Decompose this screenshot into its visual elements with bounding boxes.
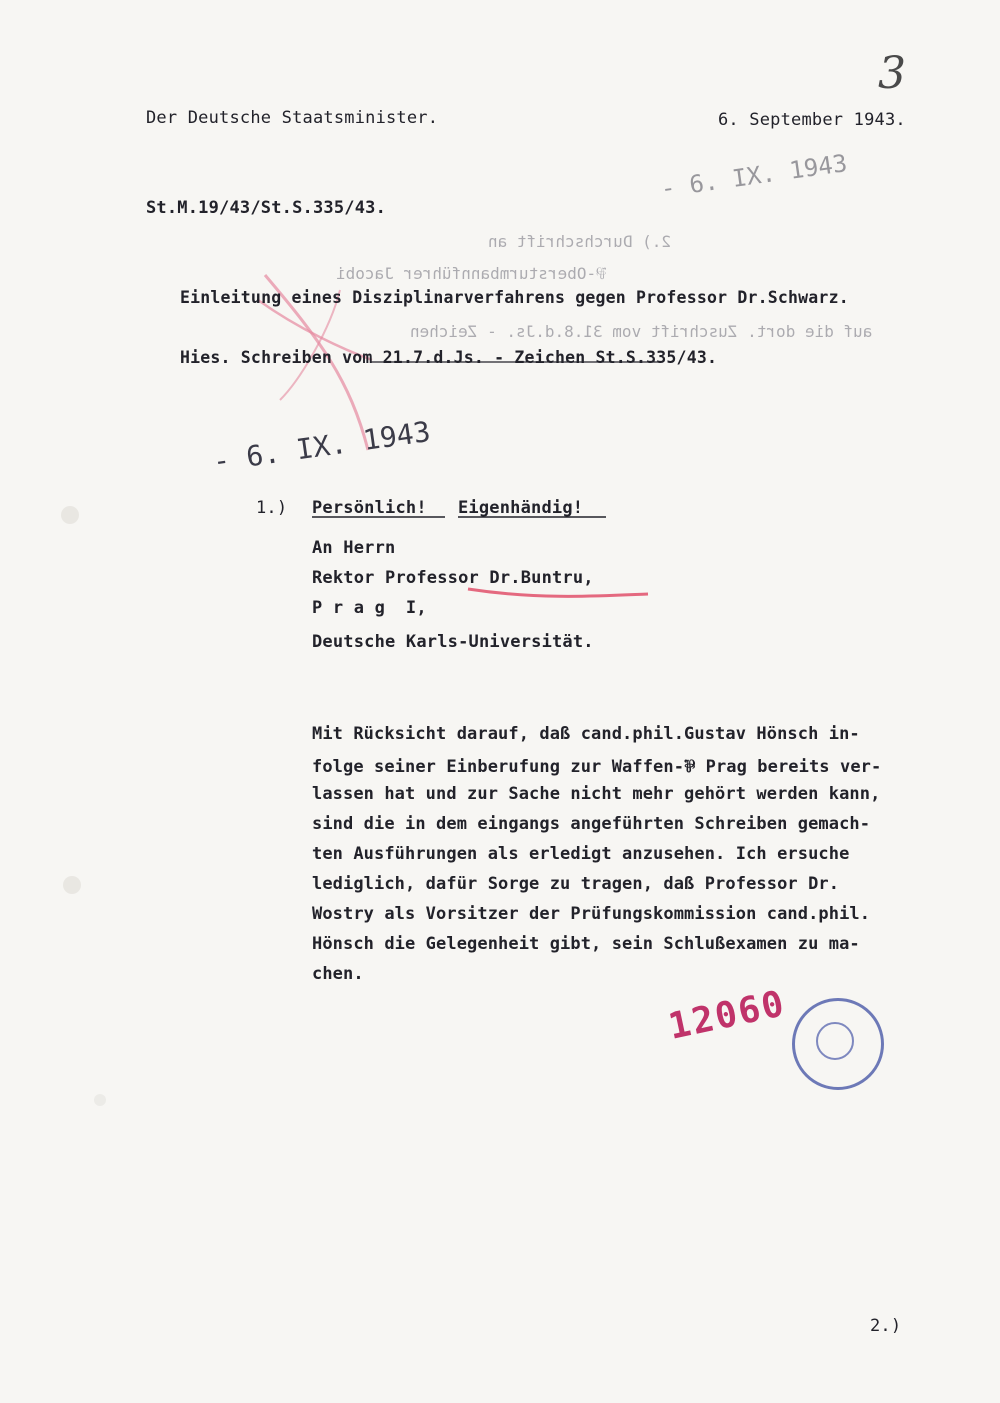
sender-line: Der Deutsche Staatsminister. [146,108,439,128]
instruction-personal: Persönlich! [312,498,427,518]
item-number: 1.) [256,498,288,518]
continuation-marker: 2.) [870,1316,902,1336]
bleed-through-line-2: ⅌-Obersturmbannführer Jacobi [336,264,607,283]
body-line: chen. [312,964,364,984]
violet-number-stamp: 12060 [665,983,790,1048]
body-line: Mit Rücksicht darauf, daß cand.phil.Gustav Hönsch in- [312,724,860,744]
body-line: lassen hat und zur Sache nicht mehr gehört werden kann, [312,784,881,804]
recipient-city: P r a g I, [312,598,427,618]
date-line: 6. September 1943. [718,110,906,130]
reference-number: St.M.19/43/St.S.335/43. [146,198,387,218]
body-line: folge seiner Einberufung zur Waffen-⅌ Prag bereits ver- [312,757,882,777]
instruction-own-hands: Eigenhändig! [458,498,584,518]
body-line: Wostry als Vorsitzer der Prüfungskommission cand.phil. [312,904,871,924]
body-line: Hönsch die Gelegenheit gibt, sein Schlußexamen zu ma- [312,934,860,954]
previous-letter-reference: Hies. Schreiben vom 21.7.d.Js. - Zeichen St.S.335/43. [180,348,718,367]
bleed-through-line-3: auf die dort. Zuschrift vom 31.8.d.Js. - Zeichen [410,322,873,341]
salutation: An Herrn [312,538,396,558]
body-line: ten Ausführungen als erledigt anzusehen. Ich ersuche [312,844,850,864]
subject-title: Einleitung eines Disziplinarverfahrens gegen Professor Dr.Schwarz. [180,288,849,307]
bleed-through-line-1: 2.) Durchschrift an [488,232,672,251]
received-stamp-left: - 6. IX. 1943 [210,414,433,479]
body-line: lediglich, dafür Sorge zu tragen, daß Professor Dr. [312,874,840,894]
pencil-folio-number: 3 [878,48,906,99]
received-stamp-top: - 6. IX. 1943 [658,149,849,203]
recipient-institution: Deutsche Karls-Universität. [312,632,594,652]
body-line: sind die in dem eingangs angeführten Schreiben gemach- [312,814,871,834]
university-seal-icon [792,998,884,1090]
recipient-name: Rektor Professor Dr.Buntru, [312,568,594,588]
